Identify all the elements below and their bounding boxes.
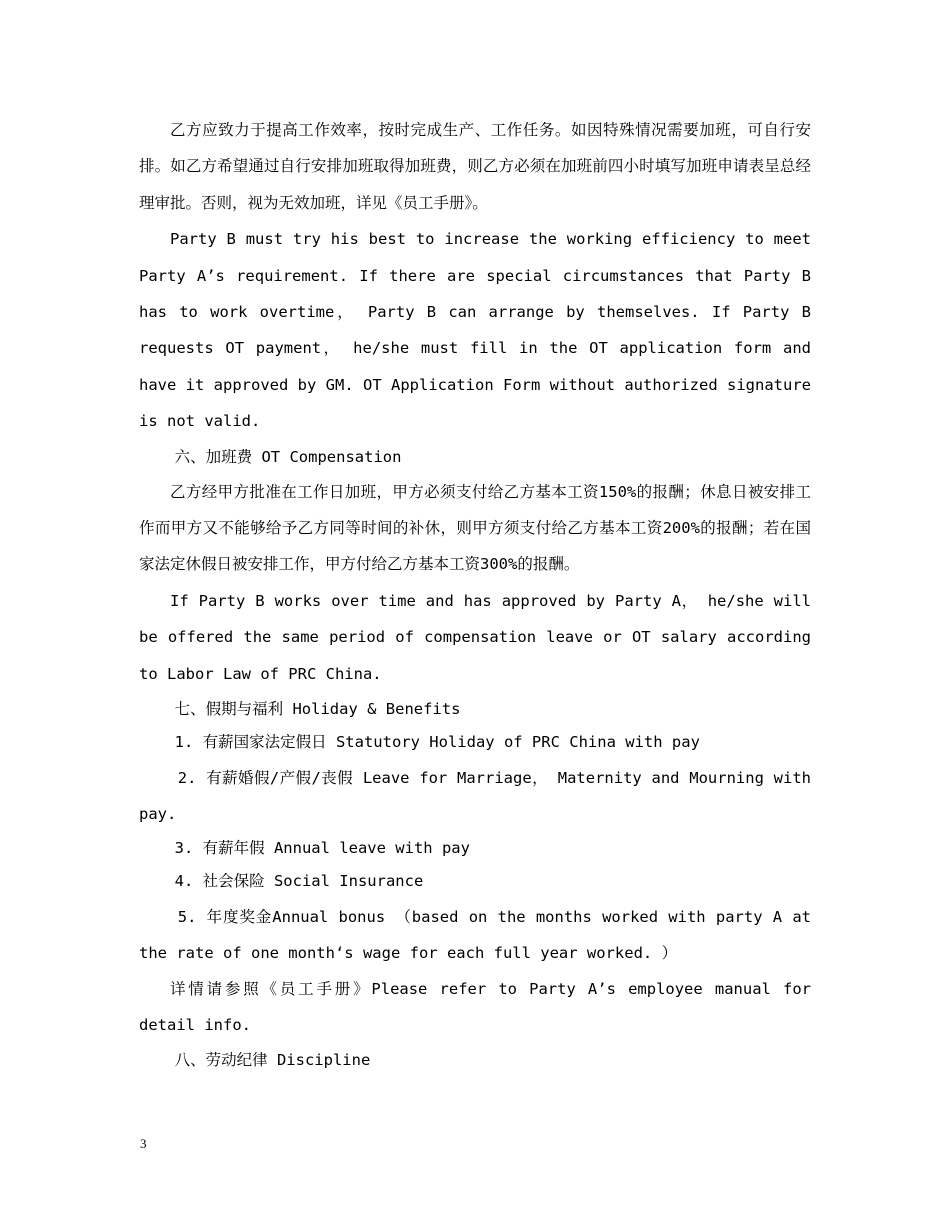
list-item: 1. 有薪国家法定假日 Statutory Holiday of PRC China with pay [174,733,700,752]
section-heading-discipline: 八、劳动纪律 Discipline [174,1051,371,1070]
page-number: 3 [140,1136,147,1151]
list-item: 3. 有薪年假 Annual leave with pay [174,838,470,857]
paragraph-overtime-en: Party B must try his best to increase the working efficiency to meet Party A’s requirement. If there are special circumstances that Party B has to work overtime， Party B can arrange by themselves. If Party B requests OT payment， he/she must fill in the OT application form and have it approved by GM. OT Application Form without authorized signature is not valid. [139,230,811,431]
paragraph-compensation-zh: 乙方经甲方批准在工作日加班，甲方必须支付给乙方基本工资150%的报酬；休息日被安排工作而甲方又不能够给予乙方同等时间的补休，则甲方须支付给乙方基本工资200%的报酬；若在国家法定休假日被安排工作，甲方付给乙方基本工资300%的报酬。 [139,482,811,574]
paragraph-overtime-zh: 乙方应致力于提高工作效率，按时完成生产、工作任务。如因特殊情况需要加班，可自行安排。如乙方希望通过自行安排加班取得加班费，则乙方必须在加班前四小时填写加班申请表呈总经理审批。否则，视为无效加班，详见《员工手册》。 [139,121,811,212]
page-content [139,112,811,1077]
paragraph-compensation-en: If Party B works over time and has approved by Party A， he/she will be offered the same period of compensation leave or OT salary according to Labor Law of PRC China. [139,591,811,683]
paragraph-refer-manual: 详情请参照《员工手册》Please refer to Party A’s employee manual for detail info. [139,979,811,1034]
list-item: 4. 社会保险 Social Insurance [174,872,424,891]
list-item: 2. 有薪婚假/产假/丧假 Leave for Marriage， Maternity and Mourning with pay. [139,768,811,823]
section-heading-holiday-benefits: 七、假期与福利 Holiday & Benefits [174,700,461,719]
section-heading-ot-compensation: 六、加班费 OT Compensation [174,447,402,466]
list-item: 5. 年度奖金Annual bonus （based on the months worked with party A at the rate of one month‘s wage for each full year worked. ） [139,907,811,962]
